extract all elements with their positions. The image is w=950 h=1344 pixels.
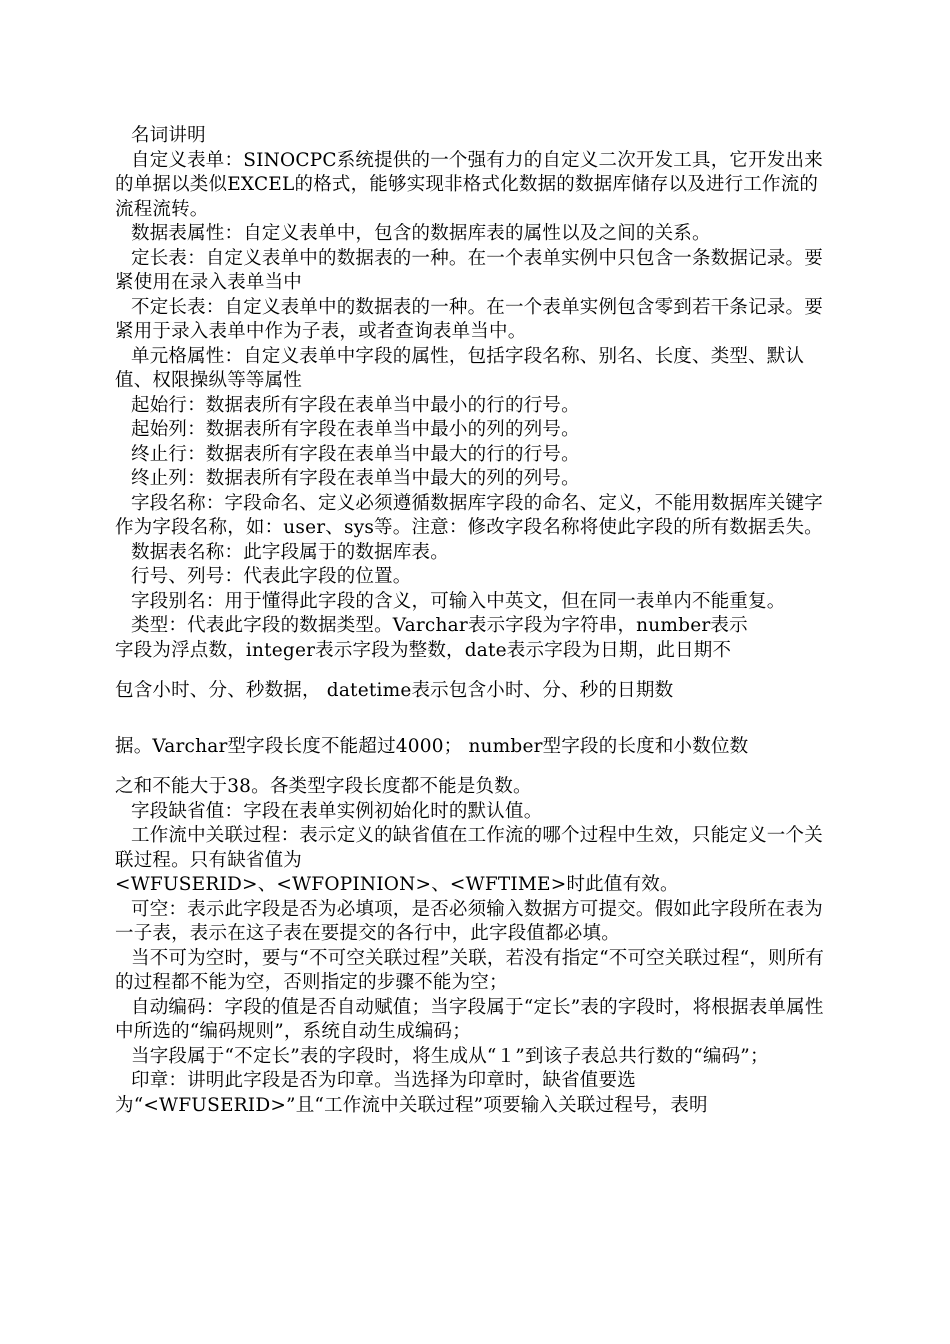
paragraph-row-column: 行号、列号：代表此字段的位置。 <box>131 566 412 587</box>
type-line: 据。Varchar型字段长度不能超过4000； number型字段的长度和小数位数 <box>115 736 749 757</box>
section-heading: 名词讲明 <box>131 125 206 146</box>
paragraph-nullable: 可空：表示此字段是否为必填项，是否必须输入数据方可提交。假如此字段所在表为一子表，表示在这子表在要提交的各行中，此字段值都必填。 <box>115 898 823 944</box>
paragraph-end-column: 终止列：数据表所有字段在表单当中最大的列的列号。 <box>131 468 580 489</box>
paragraph-seal: 印章：讲明此字段是否为印章。当选择为印章时，缺省值要选为“<WFUSERID>”且“工作流中关联过程”项要输入关联过程号，表明 <box>115 1070 708 1116</box>
paragraph-fixed-table: 定长表：自定义表单中的数据表的一种。在一个表单实例中只包含一条数据记录。要紧使用在录入表单当中 <box>115 247 823 293</box>
paragraph-default-value: 字段缺省值：字段在表单实例初始化时的默认值。 <box>131 800 543 822</box>
paragraph-end-row: 终止行：数据表所有字段在表单当中最大的行的行号。 <box>131 443 580 465</box>
paragraph-start-row: 起始行：数据表所有字段在表单当中最小的行的行号。 <box>131 394 580 416</box>
document-body <box>115 124 835 1118</box>
paragraph-start-column: 起始列：数据表所有字段在表单当中最小的列的列号。 <box>131 419 580 440</box>
paragraph-field-name: 字段名称：字段命名、定义必须遵循数据库字段的命名、定义，不能用数据库关键字作为字段名称，如：user、sys等。注意：修改字段名称将使此字段的所有数据丢失。 <box>115 492 823 538</box>
paragraph-cell-attributes: 单元格属性：自定义表单中字段的属性，包括字段名称、别名、长度、类型、默认值、权限操纵等等属性 <box>115 345 805 391</box>
paragraph-table-name: 数据表名称：此字段属于的数据库表。 <box>131 541 449 563</box>
type-line: 类型：代表此字段的数据类型。Varchar表示字段为字符串，number表示 <box>131 615 748 636</box>
paragraph-field-type <box>115 614 835 800</box>
type-line: 包含小时、分、秒数据， datetime表示包含小时、分、秒的日期数 <box>115 680 674 701</box>
paragraph-not-null-process: 当不可为空时，要与“不可空关联过程”关联，若没有指定“不可空关联过程“，则所有的过程都不能为空，否则指定的步骤不能为空； <box>115 947 825 993</box>
paragraph-auto-code: 自动编码：字段的值是否自动赋值；当字段属于“定长”表的字段时，将根据表单属性中所选的“编码规则”，系统自动生成编码； <box>115 996 824 1042</box>
paragraph-field-alias: 字段别名：用于懂得此字段的含义，可输入中英文，但在同一表单内不能重复。 <box>131 590 786 612</box>
paragraph-table-attributes: 数据表属性：自定义表单中，包含的数据库表的属性以及之间的关系。 <box>131 223 711 244</box>
paragraph-workflow-process: 工作流中关联过程：表示定义的缺省值在工作流的哪个过程中生效，只能定义一个关联过程。只有缺省值为 <box>115 825 823 871</box>
type-line: 字段为浮点数，integer表示字段为整数，date表示字段为日期，此日期不 <box>115 639 732 661</box>
paragraph-auto-code-variable: 当字段属于“不定长”表的字段时，将生成从“１”到该子表总共行数的“编码”； <box>131 1045 769 1067</box>
paragraph-variable-table: 不定长表：自定义表单中的数据表的一种。在一个表单实例包含零到若干条记录。要紧用于录入表单中作为子表，或者查询表单当中。 <box>115 296 823 342</box>
paragraph-custom-form: 自定义表单：SINOCPC系统提供的一个强有力的自定义二次开发工具，它开发出来的单据以类似EXCEL的格式，能够实现非格式化数据的数据库储存以及进行工作流的流程流转。 <box>115 149 823 220</box>
type-line: 之和不能大于38。各类型字段长度都不能是负数。 <box>115 776 532 797</box>
paragraph-workflow-tokens: <WFUSERID>、<WFOPINION>、<WFTIME>时此值有效。 <box>115 874 679 895</box>
